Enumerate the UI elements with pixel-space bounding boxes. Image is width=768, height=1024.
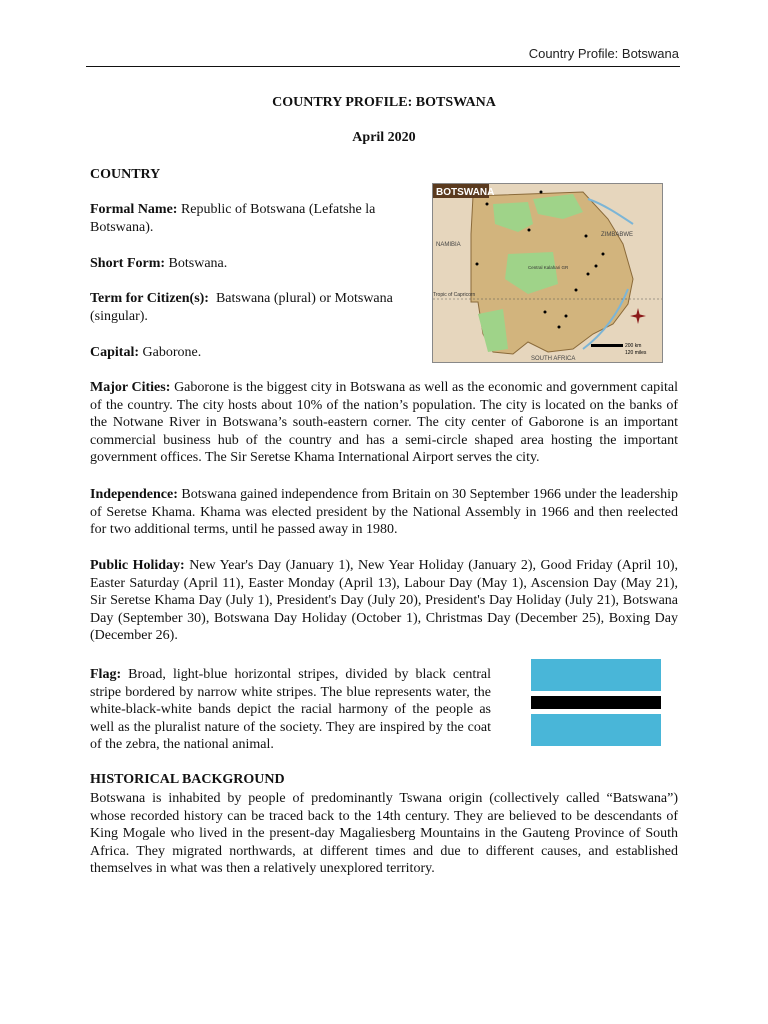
- city-francistown: [602, 253, 605, 256]
- city-maun: [528, 229, 531, 232]
- header-rule: [86, 66, 680, 67]
- formal-name-value: Republic of Botswana (Lefatshe la Botswana).: [90, 202, 376, 235]
- map-graphic: [433, 184, 662, 362]
- historical-heading: HISTORICAL BACKGROUND: [90, 772, 285, 787]
- capital-paragraph: [90, 344, 422, 362]
- formal-name-label: Formal Name:: [90, 202, 178, 217]
- map-title: BOTSWANA: [436, 187, 495, 198]
- capital-label: Capital:: [90, 345, 139, 360]
- flag-paragraph: [90, 666, 491, 754]
- major-cities-paragraph: [90, 379, 678, 467]
- flag-label: Flag:: [90, 667, 122, 682]
- document-title: COUNTRY PROFILE: BOTSWANA: [272, 95, 496, 110]
- city-lobatse: [558, 326, 561, 329]
- map-label-namibia: NAMIBIA: [436, 242, 461, 248]
- city-gaborone: [565, 315, 568, 318]
- document-date: April 2020: [352, 130, 416, 145]
- city-serowe: [587, 273, 590, 276]
- botswana-flag: [531, 659, 661, 746]
- map-scale-bar: [591, 344, 623, 347]
- major-cities-value: Gaborone is the biggest city in Botswana as well as the economic and government capital of the country. The city hosts about 10% of the nation’s population. The city is located on the banks of the Notwane River in Botswana’s south-eastern corner. The city center of Gaborone is an important commercial business hub of the country and has a semi-circle shaped area hosting the important government offices. The Sir Seretse Khama International Airport serves the city.: [90, 380, 678, 465]
- independence-label: Independence:: [90, 487, 178, 502]
- botswana-map: [432, 183, 663, 363]
- city-nata: [585, 235, 588, 238]
- independence-paragraph: [90, 486, 678, 539]
- short-form-paragraph: [90, 255, 422, 273]
- flag-black-stripe: [531, 696, 661, 709]
- map-label-zimbabwe: ZIMBABWE: [601, 232, 634, 238]
- city-mahalapye: [575, 289, 578, 292]
- map-scale-km: 200 km: [625, 343, 642, 349]
- map-label-tropic: Tropic of Capricorn: [433, 292, 476, 298]
- capital-value: Gaborone.: [139, 345, 202, 360]
- public-holiday-value: New Year's Day (January 1), New Year Holiday (January 2), Good Friday (April 10), Easter Saturday (April 11), Easter Monday (April 13), Labour Day (May 1), Ascension Day (May 21), Sir Seretse Khama Day (July 1), President's Day (July 20), President's Day Holiday (July 21), Botswana Day (September 30), Botswana Day Holiday (October 1), Christmas Day (December 25), Boxing Day (December 26).: [90, 558, 679, 643]
- city-molepolole: [544, 311, 547, 314]
- citizen-term-value: Batswana (plural) or Motswana (singular).: [90, 291, 397, 324]
- public-holiday-label: Public Holiday:: [90, 558, 185, 573]
- running-header: Country Profile: Botswana: [528, 46, 679, 61]
- major-cities-label: Major Cities:: [90, 380, 171, 395]
- short-form-label: Short Form:: [90, 256, 166, 271]
- public-holiday-paragraph: [90, 557, 678, 645]
- city-shakawe: [486, 203, 489, 206]
- short-form-value: Botswana.: [165, 256, 228, 271]
- city-serule: [595, 265, 598, 268]
- city-ghanzi: [476, 263, 479, 266]
- section-heading-country: COUNTRY: [90, 167, 161, 182]
- city-kasane: [540, 191, 543, 194]
- map-label-central-kalahari: Central Kalahari GR: [528, 265, 569, 270]
- citizen-term-label: Term for Citizen(s):: [90, 291, 209, 306]
- formal-name-paragraph: [90, 201, 422, 236]
- flag-value: Broad, light-blue horizontal stripes, divided by black central stripe bordered by narrow white stripes. The blue represents water, the white-black-white bands depict the racial harmony of the people as well as the pluralist nature of the society. They are inspired by the coat of the zebra, the national animal.: [90, 667, 491, 752]
- historical-paragraph: Botswana is inhabited by people of predominantly Tswana origin (collectively called “Batswana”) whose recorded history can be traced back to the 14th century. They are believed to be descendants of King Mogale who lived in the present-day Magaliesberg Mountains in the Gauteng Province of South Africa. They migrated northwards, at different times and due to different causes, and established themselves in what was then a relatively unexplored territory.: [90, 791, 678, 876]
- map-label-south-africa: SOUTH AFRICA: [531, 356, 576, 362]
- map-scale-miles: 120 miles: [625, 350, 647, 356]
- independence-value: Botswana gained independence from Britain on 30 September 1966 under the leadership of Seretse Khama. Khama was elected president by the National Assembly in 1966 and then reelected for two additional terms, until he passed away in 1980.: [90, 487, 678, 537]
- citizen-term-paragraph: [90, 290, 422, 325]
